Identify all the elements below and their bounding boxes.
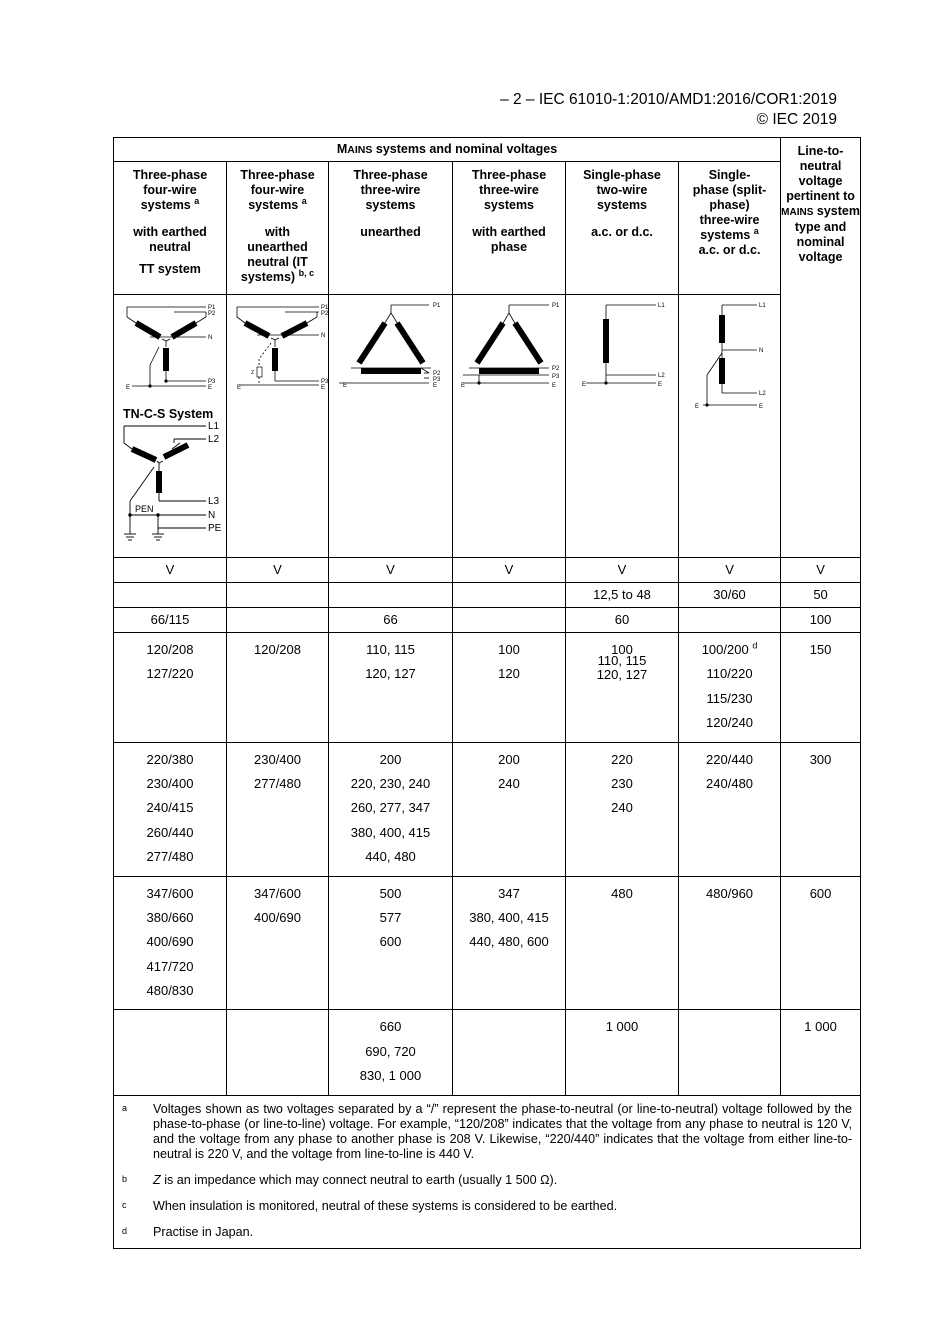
page-header-line: – 2 – IEC 61010-1:2010/AMD1:2016/COR1:2019 xyxy=(500,91,837,108)
voltage-cell: 66 xyxy=(329,608,453,633)
column-header-split-phase: Single- phase (split- phase) three-wire systems $^a$ a.c. or d.c. xyxy=(679,162,781,295)
unit-cell: V xyxy=(329,558,453,583)
voltage-cell: 100 120 xyxy=(453,633,566,743)
unit-cell: V xyxy=(781,558,861,583)
column-header-unearthed: Three-phase three-wire systems unearthed xyxy=(329,162,453,295)
footnote-c: c When insulation is monitored, neutral of these systems is considered to be earthed. xyxy=(122,1198,618,1213)
voltage-cell: 100 110, 115 120, 127 xyxy=(566,633,679,743)
svg-text:P1: P1 xyxy=(433,303,441,309)
voltage-cell: 120/208 xyxy=(227,633,329,743)
svg-text:PE: PE xyxy=(208,523,222,534)
svg-text:P1: P1 xyxy=(208,305,216,311)
diagram-it xyxy=(227,295,329,558)
table-row xyxy=(114,742,861,876)
svg-text:E: E xyxy=(321,385,326,391)
voltage-cell: 30/60 xyxy=(679,583,781,608)
voltage-cell: 347 380, 400, 415 440, 480, 600 xyxy=(453,876,566,1010)
svg-text:L2: L2 xyxy=(759,391,766,397)
svg-text:PEN: PEN xyxy=(135,504,154,514)
unit-cell: V xyxy=(114,558,227,583)
diagram-tt-and-tncs xyxy=(114,295,227,558)
voltage-cell: 220/380 230/400 240/415 260/440 277/480 xyxy=(114,742,227,876)
tncs-diagram xyxy=(114,421,227,557)
voltage-cell: 500 577 600 xyxy=(329,876,453,1010)
svg-text:N: N xyxy=(208,335,213,341)
voltage-cell: 60 xyxy=(566,608,679,633)
unearthed-delta-diagram xyxy=(329,295,453,445)
voltage-cell: 660 690, 720 830, 1 000 xyxy=(329,1010,453,1095)
svg-text:P2: P2 xyxy=(208,311,216,317)
voltage-cell: 1 000 xyxy=(566,1010,679,1095)
svg-text:P3: P3 xyxy=(433,377,441,383)
tncs-block xyxy=(114,407,227,557)
voltage-cell: 12,5 to 48 xyxy=(566,583,679,608)
footnotes xyxy=(114,1095,861,1248)
diagram-split-phase xyxy=(679,295,781,558)
table-row xyxy=(114,876,861,1010)
split-phase-diagram xyxy=(679,295,781,445)
unit-cell: V xyxy=(566,558,679,583)
voltage-cell: 480 xyxy=(566,876,679,1010)
line-to-neutral-cell: 300 xyxy=(781,742,861,876)
voltage-cell: 200 220, 230, 240 260, 277, 347 380, 400, 415 440, 480 xyxy=(329,742,453,876)
voltage-cell: 480/960 xyxy=(679,876,781,1010)
line-to-neutral-cell: 600 xyxy=(781,876,861,1010)
voltage-cell: 220 230 240 xyxy=(566,742,679,876)
svg-text:E: E xyxy=(658,382,663,388)
table-row xyxy=(114,583,861,608)
units-row xyxy=(114,558,861,583)
line-to-neutral-cell: 150 xyxy=(781,633,861,743)
voltage-cell: 230/400 277/480 xyxy=(227,742,329,876)
svg-text:E: E xyxy=(695,404,700,410)
svg-text:L3: L3 xyxy=(208,496,220,507)
footnote-d: d Practise in Japan. xyxy=(122,1224,254,1239)
svg-text:E: E xyxy=(126,385,131,391)
svg-text:P1: P1 xyxy=(552,303,560,309)
mains-voltage-table xyxy=(113,137,861,1249)
svg-text:L1: L1 xyxy=(658,303,665,309)
svg-text:P2: P2 xyxy=(433,371,441,377)
svg-text:E: E xyxy=(759,404,764,410)
svg-text:E: E xyxy=(433,383,438,389)
svg-text:P3: P3 xyxy=(321,379,329,385)
column-header-earthed-phase: Three-phase three-wire systems with earthed phase xyxy=(453,162,566,295)
unit-cell: V xyxy=(453,558,566,583)
svg-text:L2: L2 xyxy=(658,373,665,379)
svg-text:E: E xyxy=(552,383,557,389)
svg-text:E: E xyxy=(208,385,213,391)
table-row xyxy=(114,1010,861,1095)
svg-text:P1: P1 xyxy=(321,305,329,311)
footnote-b: b Z is an impedance which may connect neutral to earth (usually 1 500 Ω). xyxy=(122,1172,558,1187)
svg-text:L2: L2 xyxy=(208,434,220,445)
column-header-it: Three-phase four-wire systems $^a$ with unearthed neutral (IT systems) $^{b, c}$ xyxy=(227,162,329,295)
voltage-cell: 220/440 240/480 xyxy=(679,742,781,876)
svg-text:P2: P2 xyxy=(552,366,560,372)
it-system-diagram xyxy=(227,295,329,445)
voltage-cell: 110, 115 120, 127 xyxy=(329,633,453,743)
unit-cell: V xyxy=(227,558,329,583)
diagram-single-phase xyxy=(566,295,679,558)
svg-text:Z: Z xyxy=(251,370,255,376)
svg-text:N: N xyxy=(759,348,764,354)
svg-text:E: E xyxy=(582,382,587,388)
voltage-cell: 347/600 380/660 400/690 417/720 480/830 xyxy=(114,876,227,1010)
voltage-cell: 100/200 $^d$ 110/220 115/230 120/240 xyxy=(679,633,781,743)
voltage-cell: 120/208 127/220 xyxy=(114,633,227,743)
svg-text:E: E xyxy=(343,383,348,389)
line-to-neutral-cell: 50 xyxy=(781,583,861,608)
single-phase-diagram xyxy=(566,295,679,445)
svg-text:L1: L1 xyxy=(759,303,766,309)
column-header-single-phase: Single-phase two-wire systems a.c. or d.c. xyxy=(566,162,679,295)
diagram-unearthed xyxy=(329,295,453,558)
table-title: MAINS systems and nominal voltages xyxy=(114,138,781,162)
earthed-phase-delta-diagram xyxy=(453,295,566,445)
svg-text:N: N xyxy=(321,333,326,339)
column-header-tt: Three-phase four-wire systems $^a$ with earthed neutral TT system xyxy=(114,162,227,295)
copyright-line: © IEC 2019 xyxy=(756,111,837,128)
voltage-cell: 200 240 xyxy=(453,742,566,876)
tncs-title: TN-C-S System xyxy=(123,407,214,421)
line-to-neutral-column-header: Line-to-neutral voltage pertinent to MAINS system type and nominal voltage xyxy=(781,138,861,558)
table-row xyxy=(114,633,861,743)
table-row xyxy=(114,608,861,633)
svg-text:P3: P3 xyxy=(208,379,216,385)
line-to-neutral-cell: 1 000 xyxy=(781,1010,861,1095)
line-to-neutral-cell: 100 xyxy=(781,608,861,633)
diagram-earthed-phase xyxy=(453,295,566,558)
svg-text:E: E xyxy=(237,385,242,391)
svg-text:N: N xyxy=(208,510,216,521)
svg-text:P2: P2 xyxy=(321,311,329,317)
svg-text:P3: P3 xyxy=(552,374,560,380)
footnote-a: a Voltages shown as two voltages separated by a “/” represent the phase-to-neutral (or line-to-neutral) voltage followed by the phase-to-phase (or line-to-line) voltage. For example, “120/208” indicates that the voltage from any phase to neutral is 120 V, and the voltage from any phase to another phase is 208 V. Likewise, “220/440” indicates that the voltage from either line-to-neutral is 220 V, and the voltage from line-to-line is 440 V. xyxy=(122,1101,853,1161)
voltage-cell: 66/115 xyxy=(114,608,227,633)
voltage-cell: 347/600 400/690 xyxy=(227,876,329,1010)
unit-cell: V xyxy=(679,558,781,583)
svg-text:L1: L1 xyxy=(208,421,220,432)
svg-text:E: E xyxy=(461,383,466,389)
